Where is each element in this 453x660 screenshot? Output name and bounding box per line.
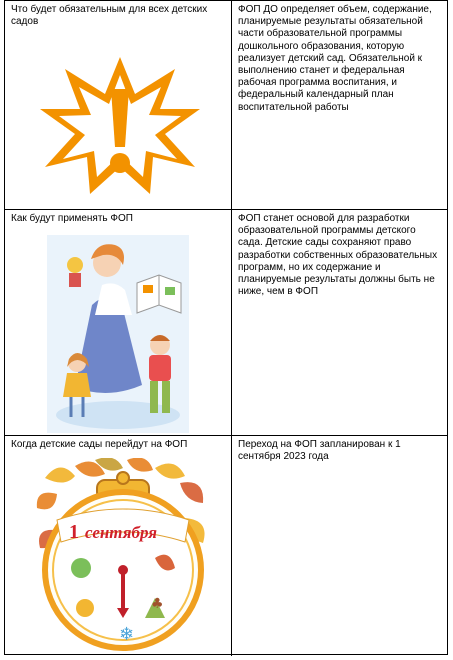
clock-month-text: сентября <box>85 523 158 542</box>
svg-text:❄: ❄ <box>119 624 135 645</box>
answer-text: Переход на ФОП запланирован к 1 сентября 2023 года <box>238 439 401 463</box>
answer-text: ФОП станет основой для разработки образовательной программы детского сада. Детские сады сохраняют право разработки собственных образовательных программ, но их содержание и планируемые результаты должны быть не ниже, чем в ФОП <box>238 213 438 298</box>
clock-day-text: 1 <box>69 521 79 543</box>
question-cell <box>5 1 232 209</box>
table-row <box>5 210 447 436</box>
question-cell <box>5 436 232 656</box>
answer-cell <box>232 436 447 656</box>
table-row <box>5 436 447 656</box>
answer-cell <box>232 210 447 435</box>
answer-cell <box>232 1 447 209</box>
question-text: Как будут применять ФОП <box>11 213 133 224</box>
teacher-with-children-illustration <box>47 235 189 433</box>
question-cell <box>5 210 232 435</box>
info-table <box>4 0 448 655</box>
table-row <box>5 1 447 210</box>
svg-text:♣: ♣ <box>151 596 164 612</box>
question-text: Что будет обязательным для всех детских садов <box>11 4 208 27</box>
answer-text: ФОП ДО определяет объем, содержание, планируемые результаты обязательной части образовательной программы дошкольного образования, которую реализует детский сад. Обязательной к выполнению станет и федеральная рабочая программа воспитания, и федеральный календарный план воспитательной работы <box>238 4 432 113</box>
question-text: Когда детские сады перейдут на ФОП <box>11 439 188 450</box>
september-clock-illustration <box>35 458 211 654</box>
warning-burst-icon <box>35 49 205 199</box>
